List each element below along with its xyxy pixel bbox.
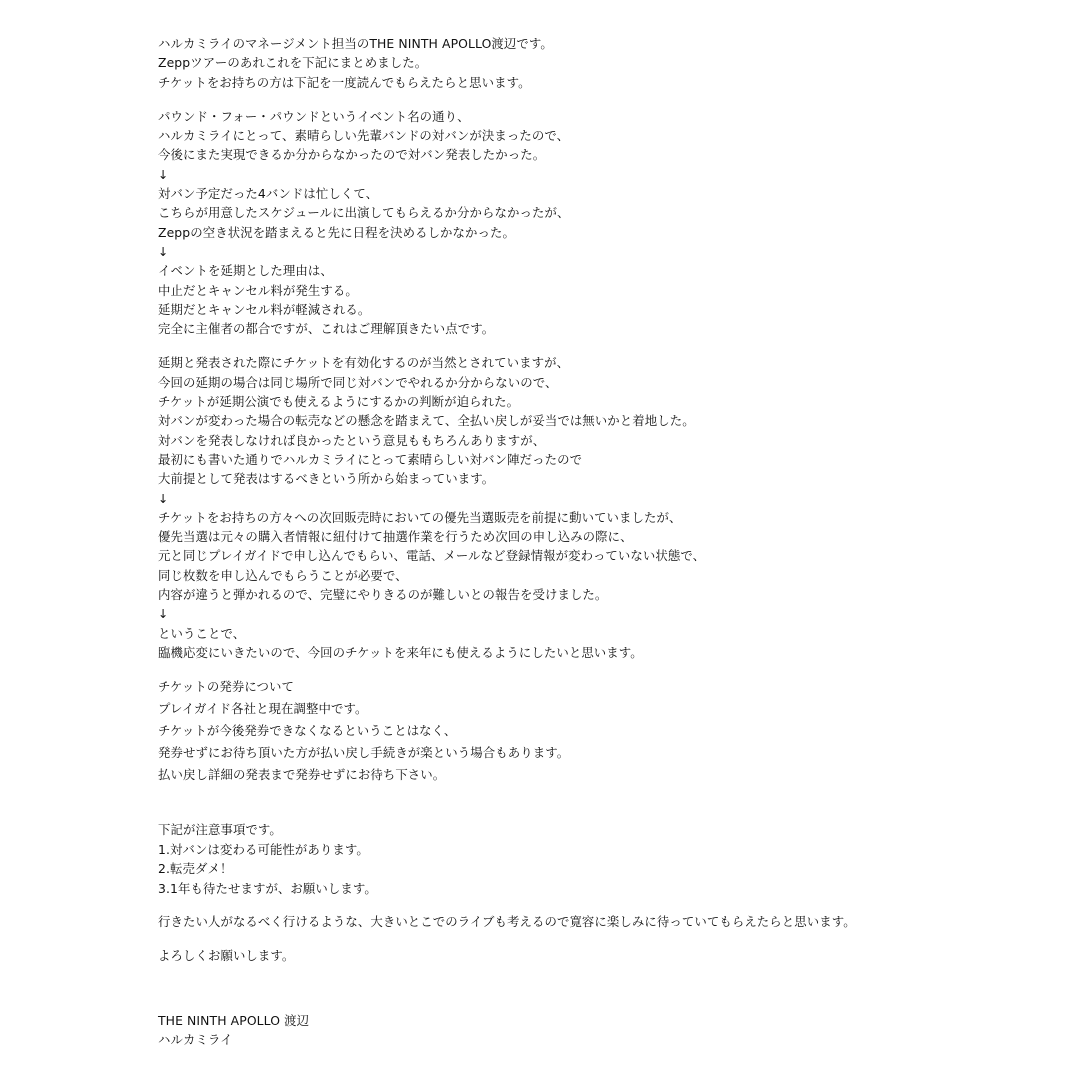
signature-name: THE NINTH APOLLO 渡辺 <box>158 1012 310 1028</box>
text-line: イベントを延期とした理由は、 <box>158 263 333 279</box>
text-line: チケットが今後発券できなくなるということはなく、 <box>158 723 457 739</box>
text-line: 最初にも書いた通りでハルカミライにとって素晴らしい対バン陣だったので <box>158 451 583 467</box>
down-arrow: ↓ <box>158 490 169 506</box>
notes-paragraph <box>158 820 1058 898</box>
signature-band: ハルカミライ <box>158 1032 233 1048</box>
text-line: 同じ枚数を申し込んでもらうことが必要で、 <box>158 567 408 583</box>
text-line: よろしくお願いします。 <box>158 947 295 963</box>
text-line: 発券せずにお待ち頂いた方が払い戻し手続きが楽という場合もあります。 <box>158 745 570 761</box>
text-line: 中止だとキャンセル料が発生する。 <box>158 282 358 298</box>
text-line: 対バンを発表しなければ良かったという意見ももちろんありますが、 <box>158 432 546 448</box>
text-line: チケットが延期公演でも使えるようにするかの判断が迫られた。 <box>158 394 520 410</box>
text-line: 臨機応変にいきたいので、今回のチケットを来年にも使えるようにしたいと思います。 <box>158 644 643 660</box>
text-line: 今後にまた実現できるか分からなかったので対バン発表したかった。 <box>158 147 546 163</box>
spacer <box>158 338 1058 353</box>
text-line: Zeppツアーのあれこれを下記にまとめました。 <box>158 55 428 71</box>
notes-heading: 下記が注意事項です。 <box>158 822 282 838</box>
note-item: 2.転売ダメ！ <box>158 861 233 877</box>
text-line: こちらが用意したスケジュールに出演してもらえるか分からなかったが、 <box>158 205 570 221</box>
text-line: 完全に主催者の都合ですが、これはご理解頂きたい点です。 <box>158 321 495 337</box>
text-line: チケットの発券について <box>158 679 295 695</box>
spacer <box>158 965 1058 1011</box>
spacer <box>158 932 1058 946</box>
note-item: 3.1年も待たせますが、お願いします。 <box>158 880 377 896</box>
text-line: チケットをお持ちの方々への次回販売時においての優先当選販売を前提に動いていましたが、 <box>158 509 682 525</box>
text-line: プレイガイド各社と現在調整中です。 <box>158 701 368 717</box>
spacer <box>158 662 1058 676</box>
text-line: 延期と発表された際にチケットを有効化するのが当然とされていますが、 <box>158 355 570 371</box>
note-item: 1.対バンは変わる可能性があります。 <box>158 841 369 857</box>
text-line: 内容が違うと弾かれるので、完璧にやりきるのが難しいとの報告を受けました。 <box>158 587 608 603</box>
down-arrow: ↓ <box>158 166 169 182</box>
text-line: 延期だとキャンセル料が軽減される。 <box>158 301 371 317</box>
announcement-document <box>158 34 1058 1049</box>
text-line: ということで、 <box>158 625 246 641</box>
event-reason-paragraph <box>158 107 1058 339</box>
text-line: チケットをお持ちの方は下記を一度読んでもらえたらと思います。 <box>158 74 531 90</box>
text-line: 対バン予定だった4バンドは忙しくて、 <box>158 186 379 202</box>
text-line: 大前提として発表はするべきという所から始まっています。 <box>158 471 495 487</box>
ticket-decision-paragraph <box>158 353 1058 662</box>
text-line: 払い戻し詳細の発表まで発券せずにお待ち下さい。 <box>158 767 446 783</box>
text-line: ハルカミライにとって、素晴らしい先輩バンドの対バンが決まったので、 <box>158 128 570 144</box>
text-line: Zeppの空き状況を踏まえると先に日程を決めるしかなかった。 <box>158 224 515 240</box>
ticket-issuing-paragraph <box>158 676 1058 786</box>
spacer <box>158 898 1058 912</box>
down-arrow: ↓ <box>158 243 169 259</box>
text-line: 行きたい人がなるべく行けるような、大きいとこでのライブも考えるので寛容に楽しみに待っていてもらえたらと思います。 <box>158 914 856 930</box>
signature <box>158 1011 1058 1050</box>
text-line: 今回の延期の場合は同じ場所で同じ対バンでやれるか分からないので、 <box>158 374 558 390</box>
spacer <box>158 786 1058 820</box>
text-line: パウンド・フォー・パウンドというイベント名の通り、 <box>158 108 470 124</box>
text-line: 優先当選は元々の購入者情報に紐付けて抽選作業を行うため次回の申し込みの際に、 <box>158 529 633 545</box>
closing-paragraph <box>158 912 1058 931</box>
text-line: 元と同じプレイガイドで申し込んでもらい、電話、メールなど登録情報が変わっていない状態で、 <box>158 548 706 564</box>
down-arrow: ↓ <box>158 606 169 622</box>
regards-paragraph <box>158 946 1058 965</box>
text-line: ハルカミライのマネージメント担当のTHE NINTH APOLLO渡辺です。 <box>158 36 553 51</box>
text-line: 対バンが変わった場合の転売などの懸念を踏まえて、全払い戻しが妥当では無いかと着地した。 <box>158 413 695 429</box>
intro-paragraph <box>158 34 1058 92</box>
spacer <box>158 92 1058 107</box>
